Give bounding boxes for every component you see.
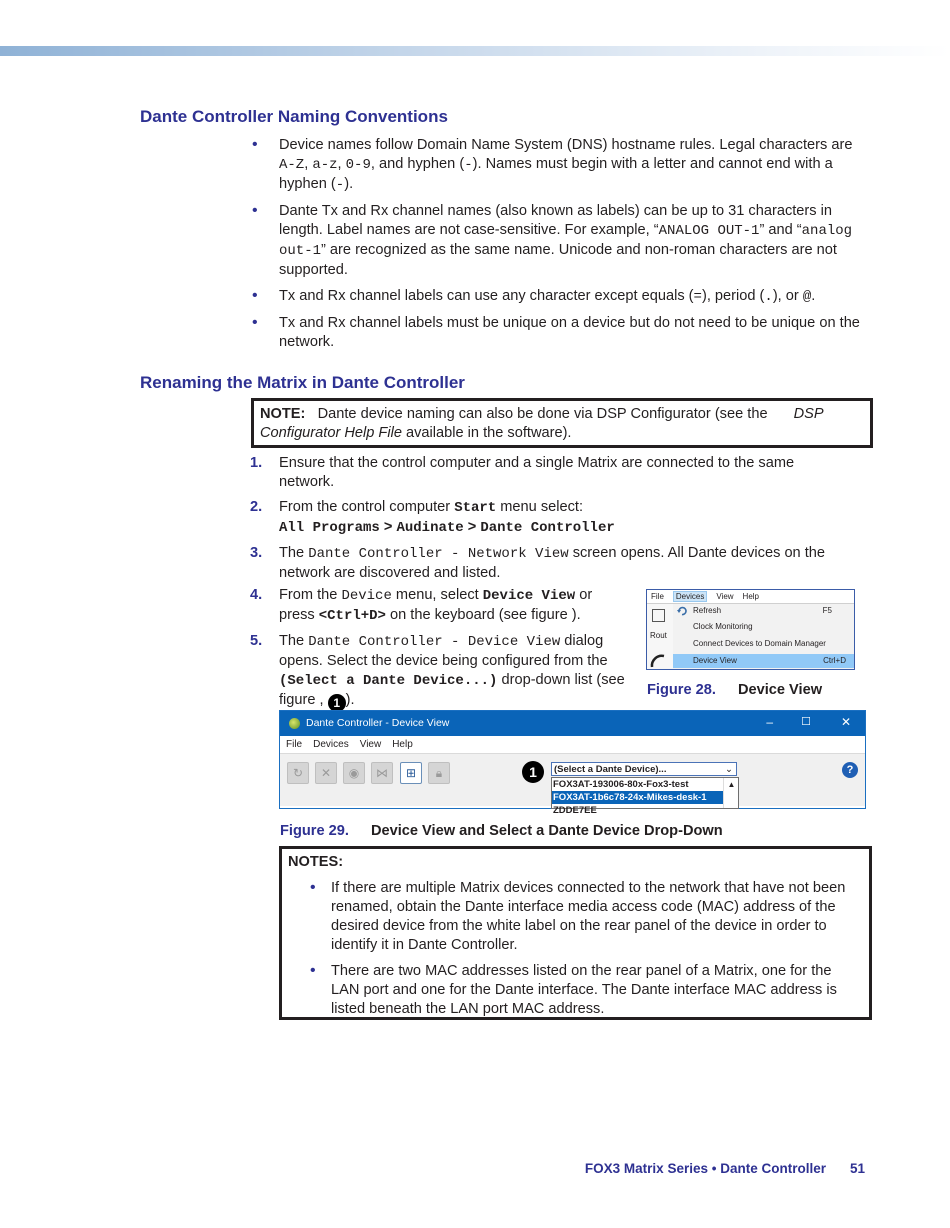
lock-icon[interactable]: 🔒︎	[428, 762, 450, 784]
wrench-icon[interactable]: ✕	[315, 762, 337, 784]
page-number: 51	[849, 1161, 865, 1176]
steps-list-4-5	[250, 586, 625, 718]
figure-28-devices-menu-screenshot	[646, 589, 855, 670]
network-icon[interactable]: ⋈	[371, 762, 393, 784]
list-item[interactable]: FOX3AT-1b6c78-24x-Mikes-desk-1	[552, 791, 723, 804]
eye-icon[interactable]: ◉	[343, 762, 365, 784]
steps-list-1-3	[250, 454, 850, 589]
close-icon[interactable]: ✕	[840, 715, 851, 729]
figure-28-caption: Figure 28. Device View	[647, 682, 823, 698]
note-box: NOTE: Dante device naming can also be done via DSP Configurator (see the DSP Configurator Help File available in the software).	[251, 398, 873, 448]
menu-help[interactable]: Help	[742, 592, 759, 601]
section-heading-naming-conventions: Dante Controller Naming Conventions	[140, 107, 448, 126]
toolbar	[280, 754, 865, 816]
list-item: • Tx and Rx channel labels can use any character except equals (=), period (.), or @.	[250, 287, 870, 307]
step-item: 2. From the control computer Start menu select: All Programs > Audinate > Dante Controller	[250, 499, 615, 536]
step-item: 5. The Dante Controller - Device View dialog opens. Select the device being configured from the (Select a Dante Device...) drop-down list (see figure , 1 ).	[250, 633, 625, 710]
list-item[interactable]: FOX3AT-193006-80x-Fox3-test	[553, 779, 689, 790]
step-item: 1. Ensure that the control computer and a single Matrix are connected to the same network.	[250, 455, 795, 490]
list-item: • If there are multiple Matrix devices connected to the network that have not been renamed, obtain the Dante interface media access code (MAC) address of the desired device from the white label on the rear panel of the device in order to identify it in Dante Controller.	[288, 879, 869, 955]
note-label: NOTE:	[260, 406, 306, 422]
callout-1-icon: 1	[522, 761, 544, 783]
routing-arc-icon	[650, 654, 666, 668]
add-panel-icon[interactable]: ⊞	[400, 762, 422, 784]
dante-logo-icon	[289, 718, 300, 729]
side-panel	[647, 604, 674, 669]
page-footer	[585, 1161, 865, 1176]
device-dropdown-list	[551, 777, 739, 816]
menu-bar	[647, 590, 854, 604]
menu-file[interactable]: File	[651, 592, 664, 601]
step-item: 4. From the Device menu, select Device View or press <Ctrl+D> on the keyboard (see figure ).	[250, 587, 593, 624]
maximize-icon[interactable]: ☐	[801, 716, 811, 728]
menu-item-device-view[interactable]: Device View Ctrl+D	[673, 654, 854, 668]
section-heading-renaming: Renaming the Matrix in Dante Controller	[140, 373, 465, 392]
minimize-icon[interactable]: –	[766, 715, 773, 729]
figure-29-device-view-screenshot	[279, 710, 866, 816]
refresh-icon[interactable]: ↻	[287, 762, 309, 784]
menu-view[interactable]: View	[359, 739, 382, 750]
menu-devices[interactable]: Devices	[313, 739, 349, 750]
header-gradient-bar	[0, 46, 950, 56]
notes-list	[288, 879, 869, 1019]
chevron-down-icon: ⌄	[725, 764, 733, 775]
figure-29-caption: Figure 29. Device View and Select a Dante Device Drop-Down	[280, 823, 723, 839]
window-title-bar	[280, 711, 865, 736]
menu-item-clock-monitoring[interactable]: Clock Monitoring	[693, 622, 753, 631]
list-item: • Dante Tx and Rx channel names (also known as labels) can be up to 31 characters in length. Label names are not case-sensitive. For example, “ANALOG OUT-1” and “analog out-1” are recognized as the same name. Unicode and non-roman characters are not supported.	[250, 202, 870, 280]
list-item: • There are two MAC addresses listed on the rear panel of a Matrix, one for the LAN port and one for the Dante interface. The Dante interface MAC address is listed beneath the LAN port MAC address.	[288, 962, 869, 1019]
menu-devices[interactable]: Devices	[673, 591, 707, 602]
list-item[interactable]: ZDDE7EE	[553, 805, 597, 816]
menu-item-connect-domain-manager[interactable]: Connect Devices to Domain Manager	[693, 639, 826, 648]
list-item: • Tx and Rx channel labels must be unique on a device but do not need to be unique on the network.	[250, 314, 870, 352]
refresh-icon	[677, 606, 687, 616]
window-title: Dante Controller - Device View	[306, 717, 450, 729]
footer-title: FOX3 Matrix Series • Dante Controller	[584, 1161, 826, 1176]
help-icon[interactable]: ?	[842, 762, 858, 778]
scrollbar[interactable]: ▲	[723, 778, 738, 808]
notes-label: NOTES:	[288, 854, 344, 870]
panel-icon	[652, 609, 665, 622]
select-dante-device-dropdown[interactable]: (Select a Dante Device)... ⌄	[551, 762, 737, 776]
callout-1-icon: 1	[328, 694, 346, 712]
menu-file[interactable]: File	[286, 739, 303, 750]
list-item: • Device names follow Domain Name System (DNS) hostname rules. Legal characters are A-Z, a-z, 0-9, and hyphen (-). Names must begin with a letter and cannot end with a hyphen (-).	[250, 136, 870, 195]
devices-dropdown-menu	[673, 604, 854, 669]
notes-box	[279, 846, 872, 1020]
routing-tab-label: Rout	[650, 631, 667, 640]
menu-view[interactable]: View	[716, 592, 734, 601]
menu-item-refresh[interactable]: Refresh F5	[673, 604, 854, 618]
step-item: 3. The Dante Controller - Network View screen opens. All Dante devices on the network are discovered and listed.	[250, 545, 826, 581]
menu-help[interactable]: Help	[392, 739, 413, 750]
naming-rules-list	[250, 136, 870, 359]
menu-bar	[280, 736, 865, 754]
